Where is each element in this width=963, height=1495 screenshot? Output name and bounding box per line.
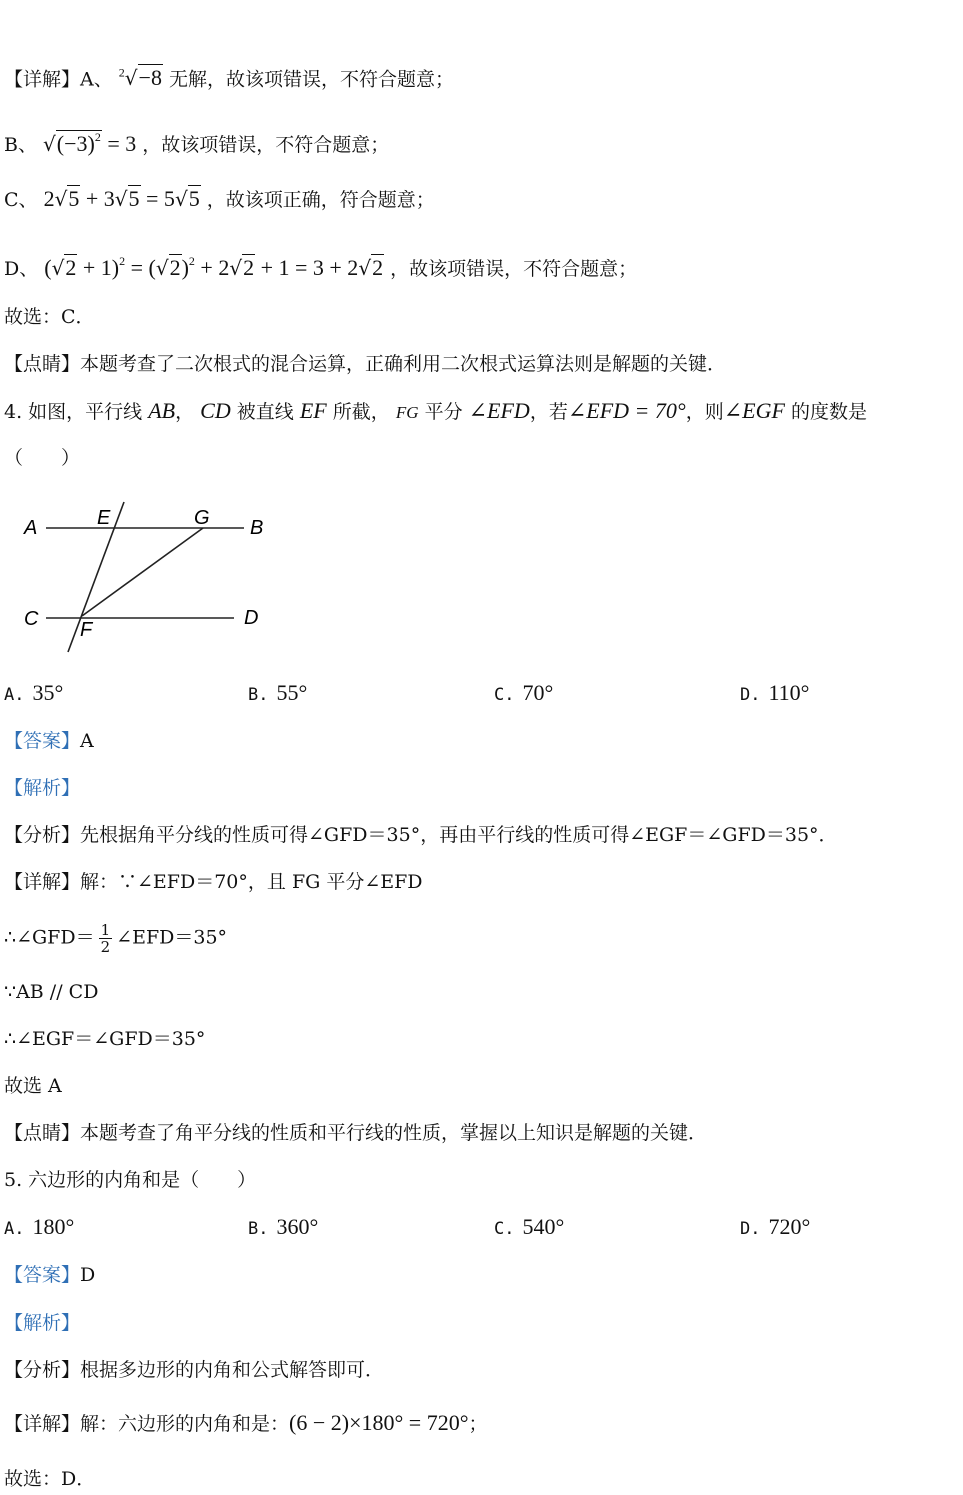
q4-figure [0,490,300,660]
sqrt-expr-b: $√(-3)^2 = 3$ [43,130,137,156]
q4-step3: ∴∠EGF＝∠GFD＝35° [4,1028,206,1050]
q4-step1: ∴∠GFD＝ $\frac{1}{2}$ ∠EFD＝35° [4,921,228,956]
label-d: D [244,607,259,629]
label-a: A [24,517,38,539]
label-e: E [97,507,111,529]
detail-d-line: D、 $(√2 + 1)^2 = (√2)^2 + 2√2 + 1 = 3 + 2√2$ ，故该项错误，不符合题意； [4,254,638,280]
q4-option-c[interactable]: C. 70° [494,680,554,705]
q4-option-a[interactable]: A. 35° [4,680,64,705]
q4-option-d[interactable]: D. 110° [740,680,810,705]
label-b: B [250,517,264,539]
q4-paren: （ ） [4,447,81,469]
prev-choice: 故选：C． [4,306,95,328]
q5-formula: (6 − 2)×180° = 720° [289,1410,469,1435]
q5-stem: 5. 六边形的内角和是（ ） [4,1169,257,1191]
label-f: F [80,619,93,641]
q5-analysis-tag: 【解析】 [4,1312,81,1334]
q4-step2: ∵AB // CD [4,981,99,1003]
sqrt-expr-d: $(√2 + 1)^2 = (√2)^2 + 2√2 + 1 = 3 + 2√2$ [44,254,384,280]
q5-analysis: 【分析】根据多边形的内角和公式解答即可． [4,1359,385,1381]
q5-option-b[interactable]: B. 360° [248,1214,319,1239]
cube-root-expr: $^2$√−8 [118,65,162,91]
q4-answer: 【答案】A [4,730,94,752]
fraction-half: $\frac{1}{2}$ [100,921,111,956]
q4-analysis-tag: 【解析】 [4,777,81,799]
prev-comment: 【点睛】本题考查了二次根式的混合运算，正确利用二次根式运算法则是解题的关键． [4,353,727,375]
line-ef [68,502,124,652]
q5-option-a[interactable]: A. 180° [4,1214,75,1239]
q4-stem: 4. 如图，平行线 AB， CD 被直线 EF 所截， FG 平分 ∠EFD，若∠EFD = 70°，则∠EGF 的度数是 [4,398,867,423]
q5-option-c[interactable]: C. 540° [494,1214,565,1239]
detail-a-line: 【详解】A、 $^2$√−8 无解，故该项错误，不符合题意； [4,65,455,91]
detail-b-line: B、 $√(-3)^2 = 3$ ，故该项错误，不符合题意； [4,130,390,156]
q5-option-d[interactable]: D. 720° [740,1214,811,1239]
q5-choice: 故选：D． [4,1468,96,1490]
q4-comment: 【点睛】本题考查了角平分线的性质和平行线的性质，掌握以上知识是解题的关键． [4,1122,708,1144]
line-fg [82,528,203,616]
sqrt-expr-c: 2√5 + 3√5 = 5√5 [43,186,200,211]
q4-analysis: 【分析】先根据角平分线的性质可得∠GFD＝35°，再由平行线的性质可得∠EGF＝∠GFD＝35°． [4,824,838,846]
q4-option-b[interactable]: B. 55° [248,680,308,705]
q4-choice: 故选 A [4,1075,62,1097]
q5-answer: 【答案】D [4,1264,96,1286]
q4-detail: 【详解】解：∵∠EFD＝70°，且 FG 平分∠EFD [4,871,423,893]
detail-c-line: C、 2√5 + 3√5 = 5√5 ，故该项正确，符合题意； [4,186,435,211]
label-g: G [194,507,210,529]
label-c: C [24,608,39,630]
q5-detail: 【详解】解：六边形的内角和是：(6 − 2)×180° = 720°； [4,1410,488,1435]
